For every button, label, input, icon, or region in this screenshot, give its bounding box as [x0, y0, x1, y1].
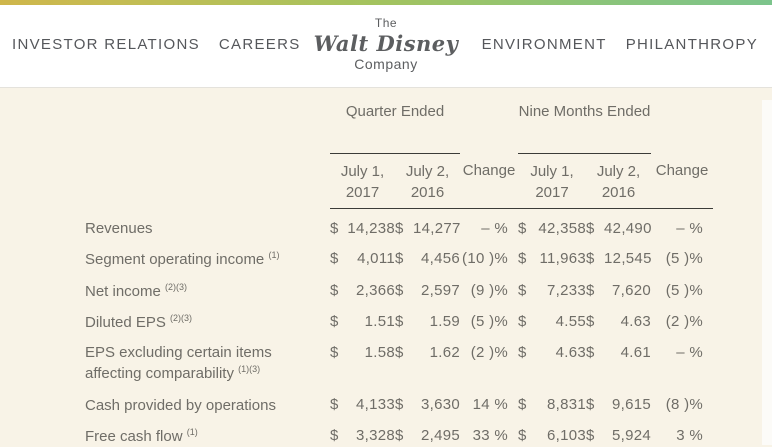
value-q1: 1.51 [345, 302, 395, 333]
group-header-row [85, 100, 713, 153]
footnote-marker: (2)(3) [165, 282, 187, 292]
value-n2: 7,620 [604, 271, 651, 302]
walt-disney-company-logo[interactable] [314, 17, 459, 73]
top-navigation [0, 5, 772, 88]
change-quarter: – % [460, 208, 518, 239]
row-label-text: Net income [85, 283, 161, 300]
table-header [85, 100, 713, 208]
logo-text-walt-disney: Walt Disney [314, 32, 459, 55]
currency-symbol: $ [586, 416, 604, 447]
date-line: July 2, [586, 161, 651, 182]
currency-symbol: $ [518, 302, 536, 333]
currency-symbol: $ [586, 333, 604, 385]
logo-text-company: Company [314, 57, 459, 72]
currency-symbol: $ [518, 239, 536, 270]
currency-symbol: $ [395, 416, 413, 447]
currency-symbol: $ [518, 271, 536, 302]
currency-symbol: $ [395, 271, 413, 302]
date-line: 2016 [586, 182, 651, 203]
value-q2: 1.59 [413, 302, 460, 333]
change-quarter: (5 )% [460, 302, 518, 333]
date-line: 2017 [518, 182, 586, 203]
table-row-revenues [85, 208, 713, 239]
table-row-cash-provided-by-operations [85, 385, 713, 416]
value-n2: 42,490 [604, 208, 651, 239]
value-n1: 4.55 [536, 302, 586, 333]
column-header-q-july2-2016 [395, 153, 460, 208]
value-q2: 2,597 [413, 271, 460, 302]
change-nine-months: (5 )% [651, 239, 713, 270]
change-quarter: (9 )% [460, 271, 518, 302]
value-q1: 1.58 [345, 333, 395, 385]
table-row-net-income [85, 271, 713, 302]
currency-symbol: $ [395, 208, 413, 239]
table-body [85, 208, 713, 447]
table-row-free-cash-flow [85, 416, 713, 447]
row-label [85, 302, 330, 333]
column-header-q-july1-2017 [330, 153, 395, 208]
row-label-text: Revenues [85, 220, 153, 237]
currency-symbol: $ [395, 333, 413, 385]
currency-symbol: $ [330, 302, 345, 333]
footnote-marker: (1)(3) [238, 364, 260, 374]
column-header-q-change: Change [460, 153, 518, 208]
row-label-text: Cash provided by operations [85, 397, 276, 414]
row-label-text: Diluted EPS [85, 314, 166, 331]
change-nine-months: – % [651, 208, 713, 239]
footnote-marker: (1) [268, 250, 279, 260]
currency-symbol: $ [586, 385, 604, 416]
currency-symbol: $ [586, 271, 604, 302]
value-n2: 12,545 [604, 239, 651, 270]
table-row-segment-operating-income [85, 239, 713, 270]
currency-symbol: $ [330, 333, 345, 385]
nav-item-environment[interactable]: ENVIRONMENT [482, 36, 607, 53]
logo-text-the: The [314, 17, 459, 30]
header-spacer [651, 100, 713, 153]
nav-left-group [12, 36, 301, 53]
value-q1: 2,366 [345, 271, 395, 302]
nav-item-careers[interactable]: CAREERS [219, 36, 301, 53]
value-q2: 4,456 [413, 239, 460, 270]
row-label [85, 385, 330, 416]
value-q1: 4,133 [345, 385, 395, 416]
row-label [85, 333, 330, 385]
value-q2: 3,630 [413, 385, 460, 416]
date-line: 2016 [395, 182, 460, 203]
value-n1: 11,963 [536, 239, 586, 270]
currency-symbol: $ [330, 416, 345, 447]
column-header-n-july1-2017 [518, 153, 586, 208]
nav-item-investor-relations[interactable]: INVESTOR RELATIONS [12, 36, 200, 53]
value-n1: 4.63 [536, 333, 586, 385]
value-q2: 14,277 [413, 208, 460, 239]
row-label-text: Free cash flow [85, 428, 183, 445]
value-q2: 2,495 [413, 416, 460, 447]
currency-symbol: $ [330, 385, 345, 416]
group-header-nine-months: Nine Months Ended [518, 100, 651, 153]
currency-symbol: $ [518, 333, 536, 385]
value-n2: 4.63 [604, 302, 651, 333]
column-header-n-change: Change [651, 153, 713, 208]
date-line: July 2, [395, 161, 460, 182]
table-row-eps-excluding-items [85, 333, 713, 385]
value-q1: 3,328 [345, 416, 395, 447]
change-nine-months: 3 % [651, 416, 713, 447]
nav-right-group [482, 36, 758, 53]
currency-symbol: $ [330, 208, 345, 239]
change-quarter: (2 )% [460, 333, 518, 385]
currency-symbol: $ [518, 385, 536, 416]
change-quarter: 33 % [460, 416, 518, 447]
footnote-marker: (1) [187, 427, 198, 437]
value-n1: 6,103 [536, 416, 586, 447]
currency-symbol: $ [330, 239, 345, 270]
currency-symbol: $ [586, 302, 604, 333]
header-spacer [85, 100, 330, 153]
currency-symbol: $ [395, 302, 413, 333]
currency-symbol: $ [395, 385, 413, 416]
row-label [85, 239, 330, 270]
value-n1: 8,831 [536, 385, 586, 416]
currency-symbol: $ [395, 239, 413, 270]
footnote-marker: (2)(3) [170, 313, 192, 323]
value-q2: 1.62 [413, 333, 460, 385]
value-n1: 7,233 [536, 271, 586, 302]
currency-symbol: $ [586, 208, 604, 239]
value-n2: 5,924 [604, 416, 651, 447]
row-label [85, 208, 330, 239]
value-n2: 9,615 [604, 385, 651, 416]
value-q1: 4,011 [345, 239, 395, 270]
date-line: July 1, [330, 161, 395, 182]
group-header-quarter: Quarter Ended [330, 100, 460, 153]
change-quarter: 14 % [460, 385, 518, 416]
row-label-text: EPS excluding certain items affecting comparability [85, 344, 272, 382]
change-nine-months: (2 )% [651, 302, 713, 333]
change-nine-months: – % [651, 333, 713, 385]
header-spacer [460, 100, 518, 153]
date-line: 2017 [330, 182, 395, 203]
financial-summary-section [0, 100, 772, 445]
row-label-text: Segment operating income [85, 251, 264, 268]
value-n2: 4.61 [604, 333, 651, 385]
table-row-diluted-eps [85, 302, 713, 333]
value-q1: 14,238 [345, 208, 395, 239]
column-header-n-july2-2016 [586, 153, 651, 208]
currency-symbol: $ [518, 416, 536, 447]
currency-symbol: $ [586, 239, 604, 270]
currency-symbol: $ [518, 208, 536, 239]
change-nine-months: (8 )% [651, 385, 713, 416]
date-header-row [85, 153, 713, 208]
change-nine-months: (5 )% [651, 271, 713, 302]
row-label [85, 416, 330, 447]
date-line: July 1, [518, 161, 586, 182]
currency-symbol: $ [330, 271, 345, 302]
financials-table [85, 100, 713, 447]
change-quarter: (10 )% [460, 239, 518, 270]
scrollbar-track[interactable] [762, 100, 772, 445]
row-label [85, 271, 330, 302]
value-n1: 42,358 [536, 208, 586, 239]
header-spacer [85, 153, 330, 208]
nav-item-philanthropy[interactable]: PHILANTHROPY [626, 36, 758, 53]
